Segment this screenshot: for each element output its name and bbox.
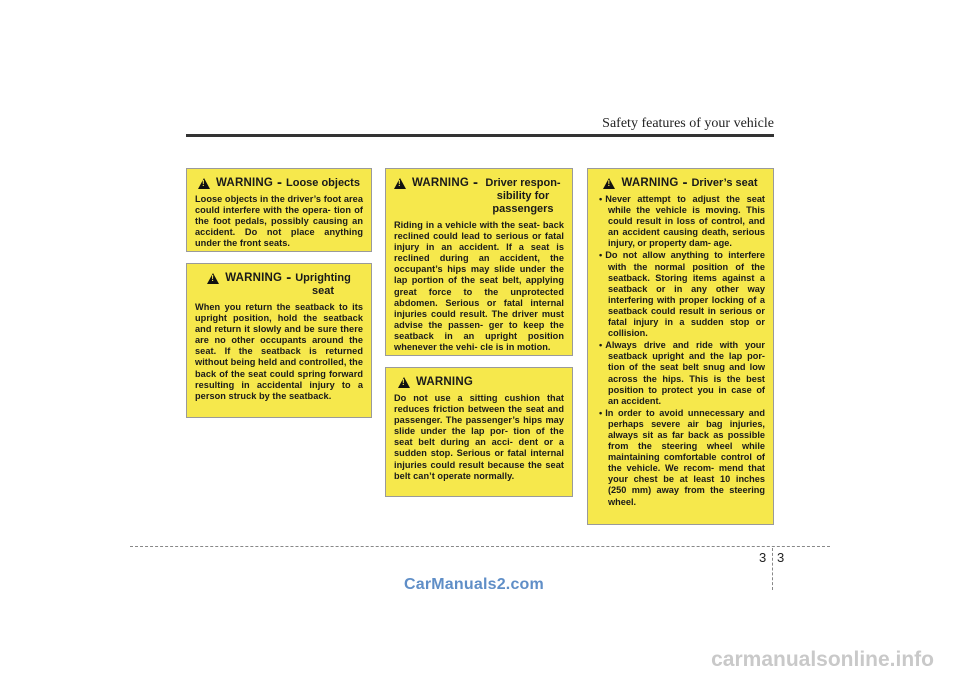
chapter-number: 3 bbox=[759, 550, 767, 565]
title-dash: - bbox=[682, 174, 688, 191]
warning-subtitle: Uprighting seat bbox=[295, 272, 351, 297]
warning-triangle-icon bbox=[394, 178, 406, 189]
warning-triangle-icon bbox=[207, 273, 219, 284]
warning-box-driver-responsibility bbox=[385, 168, 573, 356]
warning-triangle-icon bbox=[398, 377, 410, 388]
warning-title bbox=[195, 174, 363, 191]
header-rule bbox=[186, 134, 774, 137]
warning-subtitle: Driver respon- sibility for passengers bbox=[485, 177, 561, 215]
warning-triangle-icon bbox=[198, 178, 210, 189]
warning-box-sitting-cushion bbox=[385, 367, 573, 497]
warning-body: Riding in a vehicle with the seat- back reclined could lead to serious or fatal injury in an accident. If a seat is reclined during an accident, the occupant’s hips may slide under the lap portion of the seat belt, applying great force to the unprotected abdomen. Serious or fatal internal injuries could result. The driver must advise the passen- ger to keep the seatback in an upright position whenever the vehi- cle is in motion. bbox=[394, 220, 564, 353]
warning-title bbox=[394, 174, 564, 216]
warning-triangle-icon bbox=[603, 178, 615, 189]
warning-label: WARNING bbox=[416, 376, 473, 388]
bullet-item: • Never attempt to adjust the seat while the vehicle is moving. This could result in loss of control, and an accident causing death, serious injury, or property dam- age. bbox=[596, 194, 765, 249]
warning-bullet-list bbox=[596, 194, 765, 508]
warning-label: WARNING bbox=[412, 177, 469, 189]
warning-body: When you return the seatback to its upright position, hold the seatback and return it slowly and be sure there are no other occupants around the seat. If the seatback is returned without being held and controlled, the back of the seat could spring forward resulting in accidental injury to a person struck by the seatback. bbox=[195, 302, 363, 401]
warning-title bbox=[394, 376, 564, 389]
watermark-carmanualsonline: carmanualsonline.info bbox=[711, 648, 934, 671]
title-dash: - bbox=[286, 269, 292, 286]
warning-subtitle: Loose objects bbox=[286, 177, 360, 189]
footer-rule bbox=[130, 546, 830, 547]
bullet-item: • Do not allow anything to interfere with the normal position of the seatback. Storing items against a seatback or in any other way interfering with proper locking of a seatback could result in serious or fatal injury in a sudden stop or collision. bbox=[596, 250, 765, 339]
page-number: 3 bbox=[777, 550, 785, 565]
warning-subtitle: Driver’s seat bbox=[691, 177, 758, 189]
page-number-divider bbox=[772, 548, 773, 590]
warning-body: Do not use a sitting cushion that reduces friction between the seat and passenger. The passenger’s hips may slide under the lap por- tion of the seat belt during an acci- dent or a sudden stop. Serious or fatal internal injuries could result because the seat belt can’t operate normally. bbox=[394, 393, 564, 481]
warning-box-drivers-seat bbox=[587, 168, 774, 525]
warning-title bbox=[195, 269, 363, 298]
warning-title bbox=[596, 174, 765, 191]
warning-label: WARNING bbox=[621, 177, 679, 189]
page-header-title: Safety features of your vehicle bbox=[602, 116, 774, 131]
watermark-carmanuals2: CarManuals2.com bbox=[404, 576, 544, 593]
title-dash: - bbox=[277, 174, 282, 191]
bullet-item: • Always drive and ride with your seatback upright and the lap por- tion of the seat belt snug and low across the hips. This is the best position to protect you in case of an accident. bbox=[596, 340, 765, 407]
warning-body: Loose objects in the driver’s foot area could interfere with the opera- tion of the foot pedals, possibly causing an accident. Do not place anything under the front seats. bbox=[195, 194, 363, 249]
warning-box-loose-objects bbox=[186, 168, 372, 252]
warning-label: WARNING bbox=[225, 272, 283, 284]
warning-box-uprighting-seat bbox=[186, 263, 372, 418]
bullet-item: • In order to avoid unnecessary and perhaps severe air bag injuries, always sit as far back as possible from the steering wheel while maintaining comfortable control of the vehicle. We recom- mend that your chest be at least 10 inches (250 mm) away from the steering wheel. bbox=[596, 408, 765, 508]
title-dash: - bbox=[472, 174, 478, 191]
warning-label: WARNING bbox=[216, 177, 273, 189]
